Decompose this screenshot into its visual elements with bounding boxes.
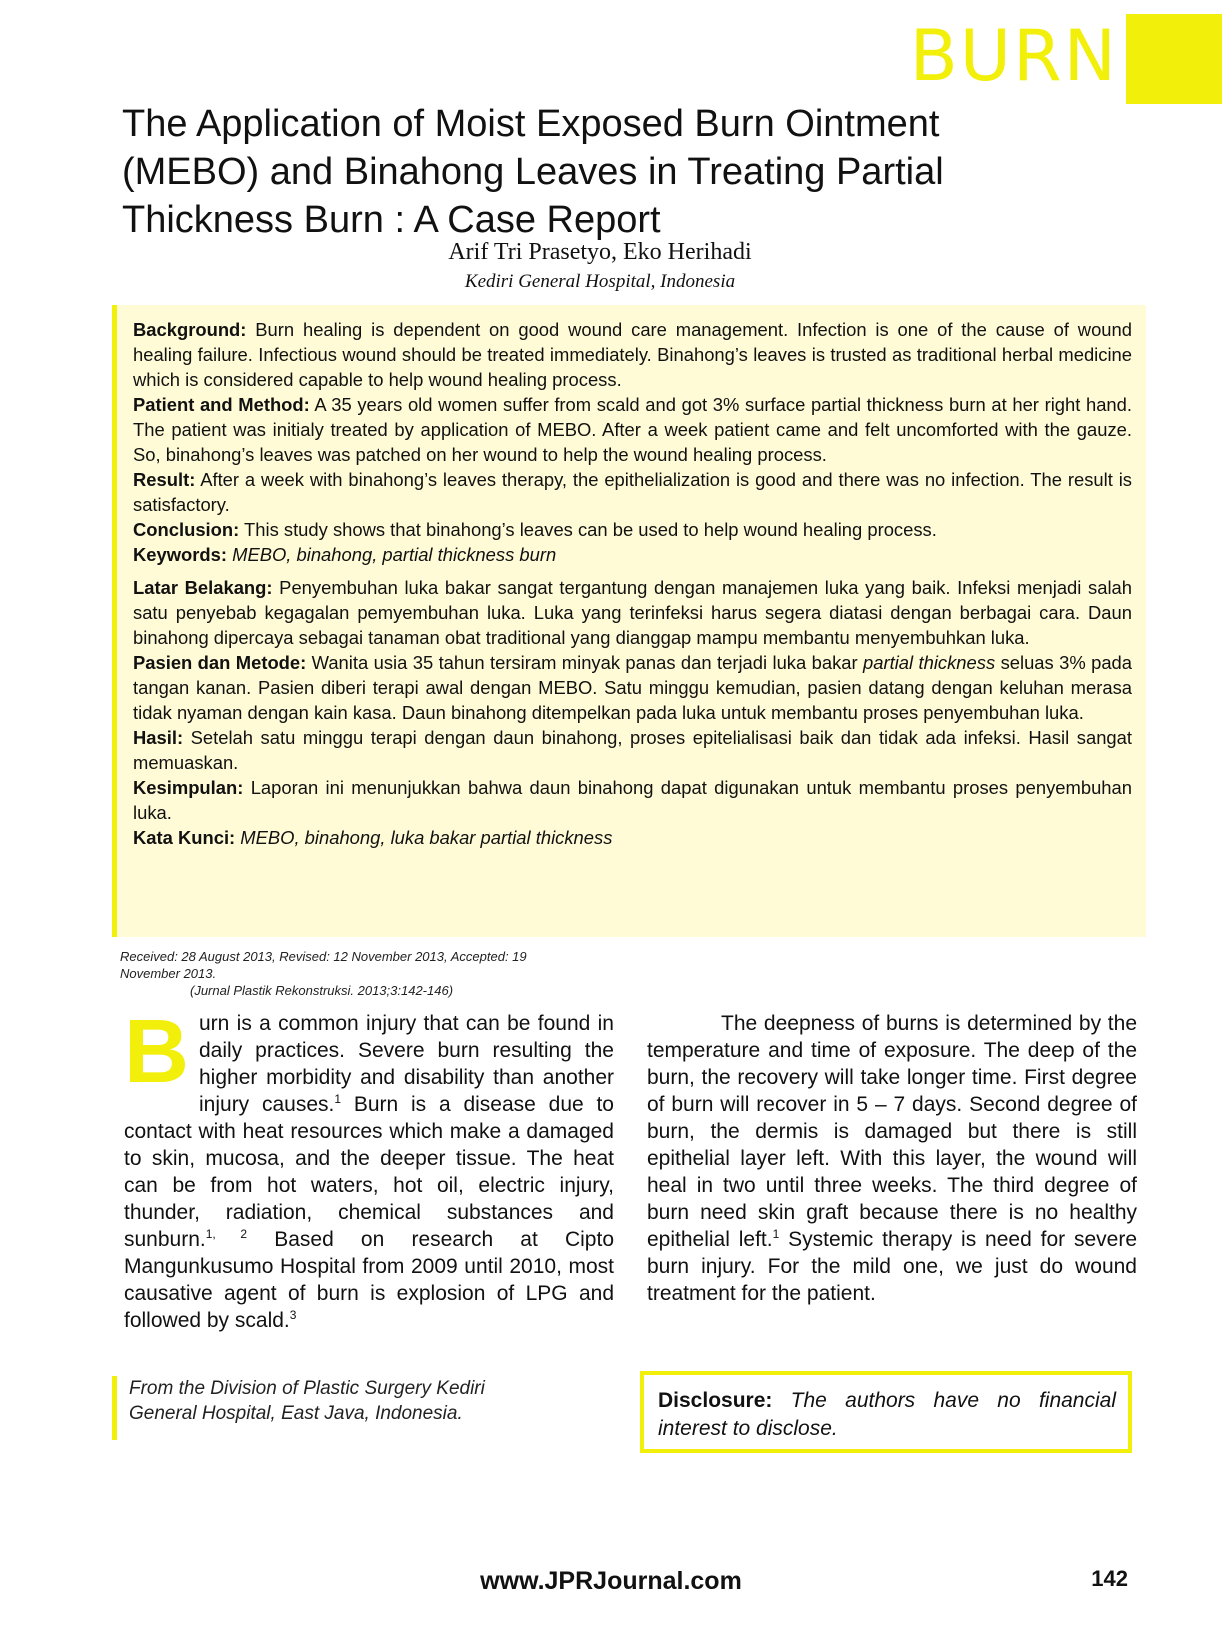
abstrak-metode-text-1: Wanita usia 35 tahun tersiram minyak panas dan terjadi luka bakar — [306, 652, 864, 673]
abstrak-hasil — [133, 725, 1132, 775]
abstract-box — [112, 305, 1146, 937]
abstract-method-label: Patient and Method: — [133, 394, 310, 415]
section-color-block — [1126, 14, 1222, 104]
abstract-background-label: Background: — [133, 319, 247, 340]
abstract-result — [133, 467, 1132, 517]
journal-website: www.JPRJournal.com — [480, 1567, 742, 1595]
disclosure-text: The authors have no financial interest to disclose. — [658, 1389, 1116, 1440]
disclosure-label: Disclosure: — [658, 1389, 773, 1412]
abstract-background — [133, 317, 1132, 392]
abstract-result-label: Result: — [133, 469, 196, 490]
body-paragraph — [124, 1002, 614, 1334]
abstract-keywords-text: MEBO, binahong, partial thickness burn — [227, 544, 557, 565]
abstrak-hasil-label: Hasil: — [133, 727, 184, 748]
body-text: Burn is a disease due to contact with heat resources which make a damaged to skin, mucosa, and the deeper tissue. The heat can be from hot waters, hot oil, electric injury, thunder, radiation, chemical substances and sunburn. — [124, 1093, 614, 1251]
page-number: 142 — [1091, 1566, 1128, 1591]
body-paragraph — [647, 1010, 1137, 1307]
body-text: Based on research at Cipto Mangunkusumo Hospital from 2009 until 2010, most causative agent of burn is explosion of LPG and followed by scald. — [124, 1228, 614, 1332]
disclosure-box — [640, 1371, 1132, 1453]
abstrak-kata-kunci-text: MEBO, binahong, luka bakar partial thickness — [235, 827, 613, 848]
abstrak-metode-label: Pasien dan Metode: — [133, 652, 307, 673]
abstrak-latar-belakang-label: Latar Belakang: — [133, 577, 273, 598]
abstrak-kesimpulan — [133, 775, 1132, 825]
drop-cap: B — [124, 1002, 189, 1102]
abstract-background-text: Burn healing is dependent on good wound care management. Infection is one of the cause of wound healing failure. Infectious wound should be treated immediately. Binahong’s leaves is trusted as traditional herbal medicine which is considered capable to help wound healing process. — [133, 319, 1132, 390]
abstract-result-text: After a week with binahong’s leaves therapy, the epithelialization is good and there was no infection. The result is satisfactory. — [133, 469, 1132, 515]
reference-sup: 3 — [289, 1308, 297, 1322]
body-column-right — [647, 1010, 1137, 1307]
reference-sup: 1 — [334, 1092, 342, 1106]
reference-sup: 1, 2 — [205, 1227, 248, 1241]
article-authors: Arif Tri Prasetyo, Eko Herihadi — [448, 239, 752, 265]
abstrak-kata-kunci — [133, 825, 1132, 850]
article-dates — [120, 948, 590, 999]
article-title: The Application of Moist Exposed Burn Ointment (MEBO) and Binahong Leaves in Treating Partial Thickness Burn : A Case Report — [122, 103, 944, 241]
abstract-keywords — [133, 542, 1132, 567]
abstract-conclusion-label: Conclusion: — [133, 519, 240, 540]
abstrak-latar-belakang-text: Penyembuhan luka bakar sangat tergantung dengan manajemen luka yang baik. Infeksi menjadi salah satu penyebab kegagalan pemyembuhan luka. Luka yang terinfeksi harus segera diatasi dengan berbagai cara. Daun binahong dipercaya sebagai tanaman obat traditional yang dianggap mampu membantu menyembuhkan luka. — [133, 577, 1132, 648]
affiliation-note: From the Division of Plastic Surgery Kediri General Hospital, East Java, Indonesia. — [112, 1376, 552, 1440]
section-label: BURN — [909, 15, 1118, 97]
abstract-keywords-label: Keywords: — [133, 544, 228, 565]
abstract-conclusion-text: This study shows that binahong’s leaves can be used to help wound healing process. — [239, 519, 937, 540]
abstrak-hasil-text: Setelah satu minggu terapi dengan daun binahong, proses epitelialisasi baik dan tidak ada infeksi. Hasil sangat memuaskan. — [133, 727, 1132, 773]
body-text: urn is a common injury that can be found in daily practices. Severe burn resulting the higher morbidity and disability than another injury causes. — [199, 1012, 614, 1116]
abstract-english — [133, 317, 1132, 567]
abstrak-metode-text-2: seluas 3% pada tangan kanan. Pasien diberi terapi awal dengan MEBO. Satu minggu kemudian, pasien datang dengan keluhan merasa tidak nyaman dengan kain kasa. Daun binahong ditempelkan pada luka untuk membantu proses penyembuhan luka. — [133, 652, 1132, 723]
abstrak-latar-belakang — [133, 575, 1132, 650]
abstrak-metode-italic: partial thickness — [863, 652, 996, 673]
abstract-conclusion — [133, 517, 1132, 542]
reference-sup: 1 — [772, 1227, 780, 1241]
abstrak-kata-kunci-label: Kata Kunci: — [133, 827, 236, 848]
received-dates: Received: 28 August 2013, Revised: 12 November 2013, Accepted: 19 November 2013. — [120, 949, 527, 981]
body-column-left — [124, 1002, 614, 1334]
article-affiliation: Kediri General Hospital, Indonesia — [464, 271, 736, 292]
abstract-indonesian — [133, 575, 1132, 850]
abstrak-kesimpulan-label: Kesimpulan: — [133, 777, 244, 798]
abstrak-metode — [133, 650, 1132, 725]
abstrak-kesimpulan-text: Laporan ini menunjukkan bahwa daun binahong dapat digunakan untuk membantu proses penyembuhan luka. — [133, 777, 1132, 823]
abstract-method — [133, 392, 1132, 467]
abstract-method-text: A 35 years old women suffer from scald and got 3% surface partial thickness burn at her right hand. The patient was initialy treated by application of MEBO. After a week patient came and felt uncomforted with the gauze. So, binahong’s leaves was patched on her wound to help the wound healing process. — [133, 394, 1132, 465]
journal-citation: (Jurnal Plastik Rekonstruksi. 2013;3:142-146) — [190, 983, 454, 998]
body-text: The deepness of burns is determined by the temperature and time of exposure. The deep of the burn, the recovery will take longer time. First degree of burn will recover in 5 – 7 days. Second degree of burn, the dermis is damaged but there is still epithelial layer left. With this layer, the wound will heal in two until three weeks. The third degree of burn need skin graft because there is no healthy epithelial left. — [647, 1012, 1137, 1251]
body-text: Systemic therapy is need for severe burn injury. For the mild one, we just do wound treatment for the patient. — [647, 1228, 1137, 1305]
